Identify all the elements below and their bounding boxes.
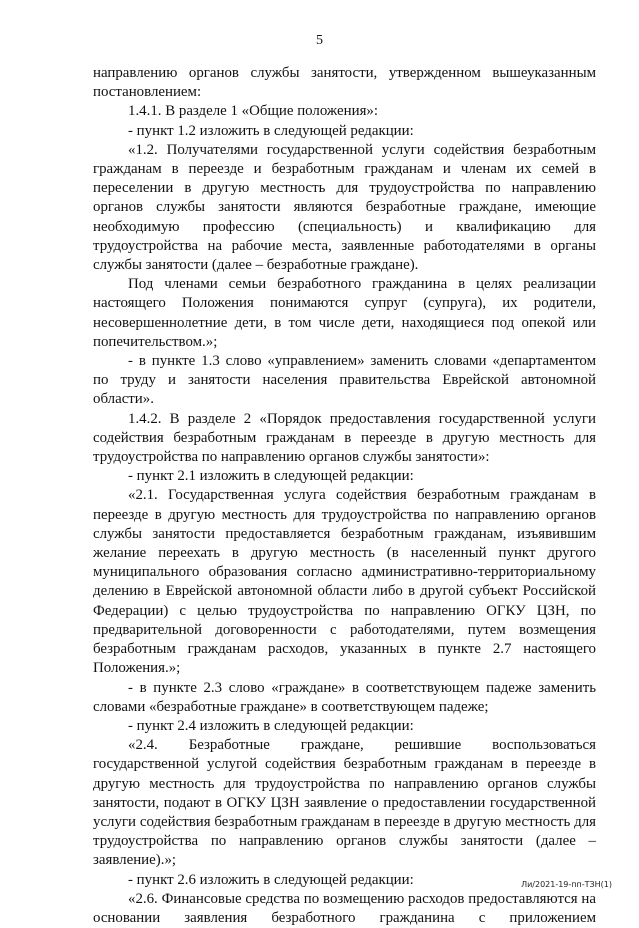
paragraph: «2.6. Финансовые средства по возмещению расходов предоставляются на основании заявления безработного гражданина с приложением — [93, 890, 596, 926]
paragraph: Под членами семьи безработного гражданина в целях реализации настоящего Положения понимаются супруг (супруга), их родители, несовершеннолетние дети, в том числе дети, находящиеся под опекой или попечительством.»; — [93, 276, 596, 350]
paragraph: - пункт 2.4 изложить в следующей редакции: — [128, 717, 414, 734]
paragraph: 1.4.2. В разделе 2 «Порядок предоставления государственной услуги содействия безработным гражданам в переезде в другую местность для трудоустройства по направлению органов службы занятости»: — [93, 410, 596, 466]
paragraph: - в пункте 1.3 слово «управлением» заменить словами «департаментом по труду и занятости населения правительства Еврейской автономной области». — [93, 353, 596, 408]
page-number: 5 — [316, 33, 323, 48]
paragraph: - пункт 1.2 изложить в следующей редакции: — [128, 122, 414, 139]
paragraph: «2.4. Безработные граждане, решившие воспользоваться государственной услугой содействия безработным гражданам в переезде в другую местность для трудоустройства по направлению органов службы занятости, подают в ОГКУ ЦЗН заявление о предоставлении государственной услуги содействия безработным гражданам в переезде в другую местность для трудоустройства по направлению органов службы занятости (далее – заявление).»; — [93, 737, 596, 869]
paragraph: 1.4.1. В разделе 1 «Общие положения»: — [128, 103, 378, 120]
paragraph: направлению органов службы занятости, утвержденном вышеуказанным постановлением: — [93, 65, 596, 101]
document-body — [93, 64, 596, 928]
paragraph: - в пункте 2.3 слово «граждане» в соответствующем падеже заменить словами «безработные граждане» в соответствующем падеже; — [93, 679, 596, 715]
paragraph: - пункт 2.1 изложить в следующей редакции: — [128, 468, 414, 485]
paragraph: «1.2. Получателями государственной услуги содействия безработным гражданам в переезде и безработным гражданам и членам их семей в переселении в другую местность для трудоустройства по направлению органов службы занятости являются безработные граждане, имеющие необходимую профессию (специальность) и квалификацию для трудоустройства на рабочие места, заявленные работодателями в органы службы занятости (далее – безработные граждане). — [93, 141, 596, 274]
paragraph: - пункт 2.6 изложить в следующей редакции: — [128, 871, 414, 888]
paragraph: «2.1. Государственная услуга содействия безработным гражданам в переезде в другую местность для трудоустройства по направлению органов службы занятости предоставляется безработным гражданам, изъявившим желание переехать в другую местность (в населенный пункт другого муниципального образования согласно административно-территориальному делению в Еврейской автономной области либо в другой субъект Российской Федерации) с целью трудоустройства по направлению ОГКУ ЦЗН, по предварительной договоренности с работодателями, путем возмещения безработным гражданам расходов, указанных в пункте 2.7 настоящего Положения.»; — [93, 487, 596, 677]
document-code: Ли/2021-19-пп-ТЗН(1) — [521, 880, 612, 889]
